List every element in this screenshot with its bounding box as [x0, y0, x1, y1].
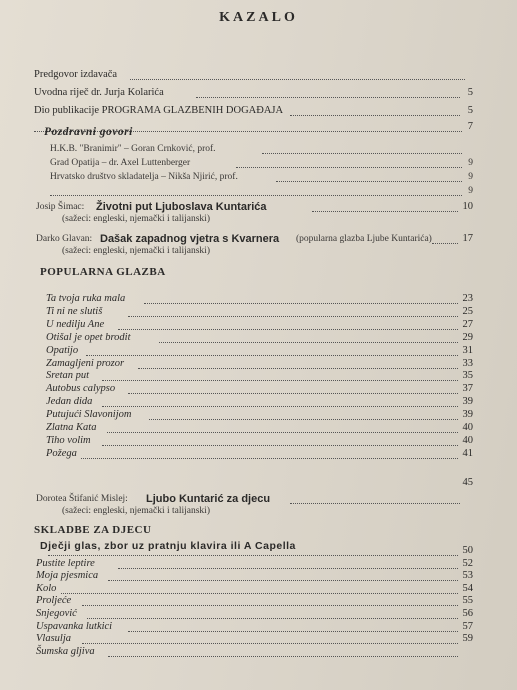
toc-page: 25 — [462, 305, 473, 317]
toc-entry — [0, 232, 517, 246]
toc-page: 59 — [462, 633, 473, 645]
toc-entry — [0, 476, 517, 490]
toc-page: 10 — [462, 201, 473, 212]
toc-page: 5 — [467, 105, 473, 116]
toc-page: 17 — [462, 233, 473, 244]
toc-label: Predgovor izdavača — [34, 69, 118, 80]
toc-label: Uvodna riječ dr. Jurja Kolarića — [34, 87, 164, 98]
toc-author: Dorotea Štifanić Mislej: — [36, 494, 128, 504]
leader-dots — [108, 642, 458, 657]
toc-page: 9 — [468, 172, 473, 182]
toc-page: 40 — [462, 422, 473, 433]
leader-dots — [312, 197, 458, 212]
toc-label: Snjegović — [36, 608, 77, 619]
toc-label: Uspavanka lutkici — [36, 620, 113, 632]
toc-label-extra: (popularna glazba Ljube Kuntarića) — [296, 234, 432, 244]
toc-entry — [0, 492, 517, 506]
toc-entry — [0, 200, 517, 214]
toc-label: Proljeće — [36, 595, 72, 607]
toc-label: Jedan dida — [46, 396, 93, 408]
toc-label: U nedilju Ane — [46, 318, 105, 330]
toc-entry — [0, 104, 517, 118]
toc-label: Pustite leptire — [36, 557, 95, 569]
toc-label: Putujući Slavonijom — [46, 409, 132, 421]
toc-label: Opatijo — [46, 344, 79, 356]
toc-label: Hrvatsko društvo skladatelja – Nikša Njirić, prof. — [50, 172, 238, 182]
toc-label: Tiho volim — [46, 434, 91, 446]
toc-label: Životni put Ljuboslava Kuntarića — [96, 201, 267, 213]
toc-page: 56 — [462, 608, 473, 619]
toc-label: Moja pjesmica — [36, 570, 99, 582]
toc-entry — [0, 68, 517, 82]
toc-page: 52 — [462, 557, 473, 569]
toc-page: 41 — [462, 447, 473, 459]
toc-page: 57 — [462, 620, 473, 632]
toc-label: Ti ni ne slutiš — [46, 305, 103, 317]
toc-page: 37 — [462, 383, 473, 395]
leader-dots — [432, 229, 458, 244]
leader-dots — [236, 153, 462, 168]
toc-author: Darko Glavan: — [36, 234, 93, 244]
leader-dots — [290, 489, 460, 504]
toc-page: 23 — [462, 293, 473, 304]
leader-dots — [196, 83, 460, 98]
toc-label: Grad Opatija – dr. Axel Luttenberger — [50, 158, 191, 168]
toc-label: Zlatna Kata — [46, 422, 97, 433]
toc-page: 39 — [462, 396, 473, 408]
leader-dots — [290, 101, 460, 116]
section-heading: POPULARNA GLAZBA — [40, 266, 166, 278]
section-subheading: Dječji glas, zbor uz pratnju klavira ili A Capella — [40, 540, 296, 552]
toc-label: Šumska gljiva — [36, 645, 95, 657]
toc-entry — [0, 184, 517, 198]
toc-page: 7 — [467, 121, 473, 132]
toc-label: H.K.B. "Branimir" – Goran Crnković, prof. — [50, 144, 216, 154]
toc-page: 55 — [462, 595, 473, 607]
section-heading: SKLADBE ZA DJECU — [34, 524, 152, 536]
toc-page: 45 — [462, 477, 473, 488]
leader-dots — [262, 139, 462, 154]
toc-page: 31 — [462, 344, 473, 356]
toc-note: (sažeci: engleski, njemački i talijanski) — [62, 506, 210, 516]
toc-label: Zamagljeni prozor — [46, 357, 125, 369]
toc-page: 9 — [468, 158, 473, 168]
toc-page: 35 — [462, 370, 473, 382]
toc-page: 54 — [462, 582, 473, 594]
toc-label: Vlasulja — [36, 633, 72, 645]
toc-page: 9 — [468, 186, 473, 196]
toc-label: Kolo — [36, 582, 57, 594]
toc-page: 40 — [462, 434, 473, 446]
toc-page: 27 — [462, 318, 473, 330]
toc-page: 5 — [467, 87, 473, 98]
toc-page: 33 — [462, 357, 473, 369]
toc-page: 53 — [462, 570, 473, 582]
leader-dots — [276, 167, 462, 182]
toc-entry — [0, 447, 517, 461]
toc-label: Otišal je opet brodit — [46, 331, 131, 343]
toc-entry — [0, 86, 517, 100]
toc-label: Sretan put — [46, 370, 90, 382]
toc-label: Autobus calypso — [46, 383, 116, 395]
toc-page: 29 — [462, 331, 473, 343]
toc-label: Požega — [46, 447, 77, 459]
section-heading: Pozdravni govori — [44, 126, 133, 138]
toc-note: (sažeci: engleski, njemački i talijanski) — [62, 246, 210, 256]
toc-entry — [0, 645, 517, 659]
toc-page: 50 — [462, 545, 473, 556]
toc-page: 39 — [462, 409, 473, 421]
toc-label: Dio publikacije PROGRAMA GLAZBENIH DOGAĐAJA — [34, 105, 284, 116]
leader-dots — [130, 65, 465, 80]
toc-label: Ljubo Kuntarić za djecu — [146, 493, 271, 505]
page-title: KAZALO — [219, 10, 298, 25]
toc-author: Josip Šimac: — [36, 202, 85, 212]
leader-dots — [81, 444, 458, 459]
toc-note: (sažeci: engleski, njemački i talijanski) — [62, 214, 210, 224]
toc-label: Dašak zapadnog vjetra s Kvarnera — [100, 233, 280, 245]
leader-dots — [50, 181, 462, 196]
toc-label: Ta tvoja ruka mala — [46, 293, 126, 304]
